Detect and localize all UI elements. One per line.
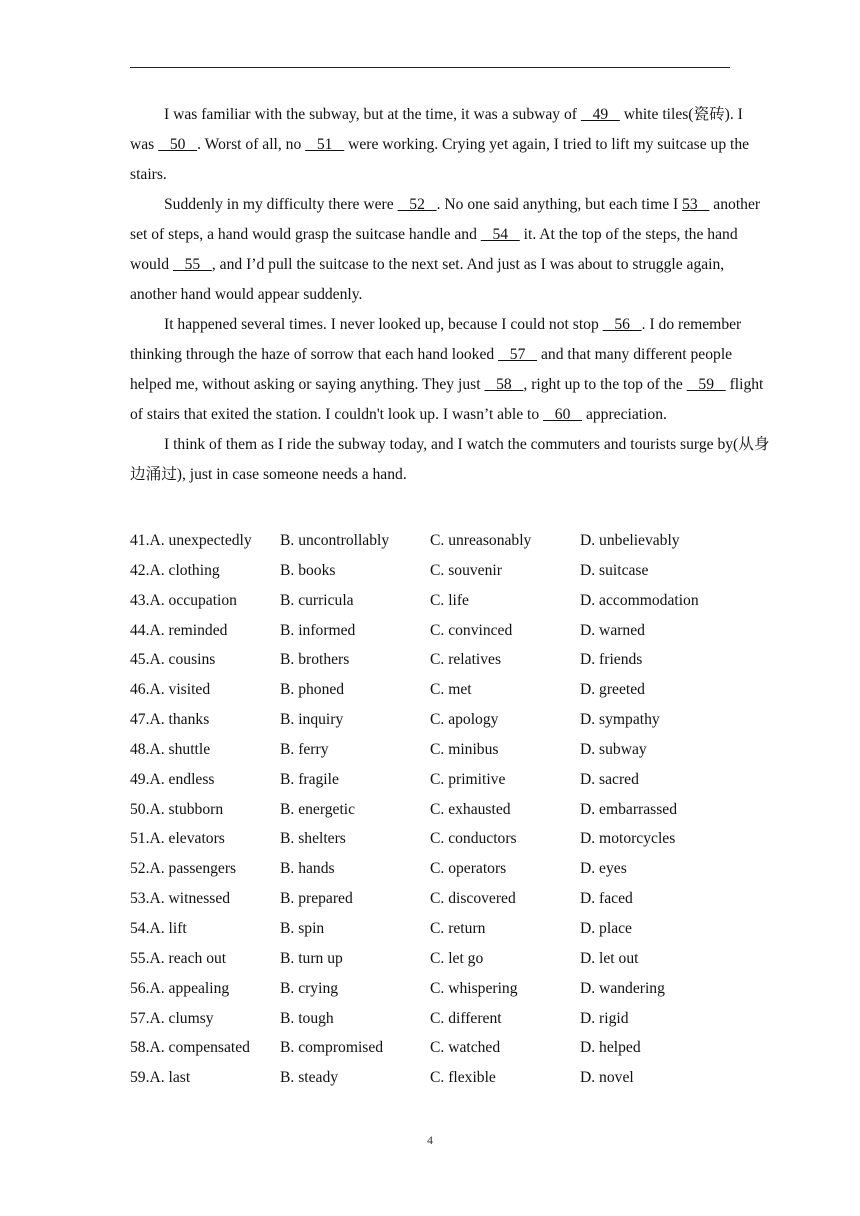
option-c: C. exhausted	[430, 800, 511, 818]
option-d: D. rigid	[580, 1009, 629, 1027]
option-d: D. warned	[580, 621, 645, 639]
option-b: B. turn up	[280, 949, 343, 967]
option-c: C. unreasonably	[430, 532, 532, 549]
option-row-43	[130, 586, 770, 616]
blank-55: 55	[172, 256, 212, 273]
option-b: B. energetic	[280, 800, 356, 818]
option-c: C. minibus	[430, 740, 499, 758]
passage	[130, 100, 770, 490]
option-a: 43.A. occupation	[130, 591, 237, 609]
option-row-58	[130, 1033, 770, 1063]
option-a: 50.A. stubborn	[130, 800, 224, 818]
option-c: C. conductors	[430, 830, 517, 848]
option-row-55	[130, 944, 770, 974]
option-b: B. brothers	[280, 651, 350, 669]
header-rule	[130, 67, 730, 68]
option-b: B. books	[280, 561, 336, 579]
text: , and I’d pull the suitcase to the next set. And just as I was about to struggle again, another hand would appear suddenly.	[130, 256, 725, 303]
option-b: B. uncontrollably	[280, 532, 390, 549]
option-a: 44.A. reminded	[130, 621, 228, 639]
option-row-48	[130, 735, 770, 765]
option-row-41	[130, 526, 770, 556]
text: appreciation.	[582, 406, 667, 423]
blank-57: 57	[498, 346, 538, 363]
option-row-53	[130, 884, 770, 914]
text: . I do remember thinking through the haze of sorrow that each hand looked	[130, 316, 742, 363]
option-c: C. met	[430, 681, 472, 699]
option-a: 42.A. clothing	[130, 561, 220, 579]
text: flight of stairs that exited the station. I couldn't look up. I wasn’t able to	[130, 376, 764, 423]
blank-50: 50	[158, 136, 198, 153]
option-b: B. curricula	[280, 591, 354, 609]
option-a: 48.A. shuttle	[130, 740, 211, 758]
option-row-54	[130, 914, 770, 944]
option-a: 56.A. appealing	[130, 979, 230, 997]
option-a: 45.A. cousins	[130, 651, 216, 669]
option-a: 52.A. passengers	[130, 860, 237, 878]
option-c: C. different	[430, 1009, 502, 1027]
option-row-44	[130, 616, 770, 646]
option-a: 47.A. thanks	[130, 711, 210, 729]
blank-56: 56	[602, 316, 642, 333]
text: , right up to the top of the	[523, 376, 687, 393]
blank-49: 49	[580, 106, 620, 123]
option-c: C. watched	[430, 1039, 501, 1057]
option-b: B. ferry	[280, 740, 329, 758]
option-c: C. primitive	[430, 770, 506, 788]
option-d: D. subway	[580, 740, 647, 758]
option-row-46	[130, 675, 770, 705]
option-d: D. accommodation	[580, 591, 699, 609]
option-d: D. helped	[580, 1039, 641, 1057]
option-a: 58.A. compensated	[130, 1039, 250, 1057]
option-b: B. compromised	[280, 1039, 384, 1057]
option-d: D. let out	[580, 949, 639, 967]
blank-59: 59	[686, 376, 726, 393]
text: I think of them as I ride the subway today, and I watch the commuters and tourists surge by(从身边涌过), just in case someone needs a hand.	[130, 436, 770, 483]
option-row-45	[130, 645, 770, 675]
option-b: B. fragile	[280, 770, 339, 788]
text: Suddenly in my difficulty there were	[164, 196, 398, 213]
paragraph-2	[130, 190, 770, 310]
option-b: B. hands	[280, 860, 335, 878]
option-b: B. informed	[280, 621, 356, 639]
option-d: D. faced	[580, 890, 633, 908]
option-row-42	[130, 556, 770, 586]
option-d: D. wandering	[580, 979, 665, 997]
option-b: B. tough	[280, 1009, 334, 1027]
option-a: 49.A. endless	[130, 770, 215, 788]
option-d: D. sacred	[580, 770, 639, 788]
option-c: C. relatives	[430, 651, 502, 669]
blank-54: 54	[480, 226, 520, 243]
option-row-50	[130, 795, 770, 825]
option-d: D. place	[580, 919, 632, 937]
option-c: C. apology	[430, 711, 499, 729]
text: I was familiar with the subway, but at the time, it was a subway of	[164, 106, 581, 123]
text: It happened several times. I never looked up, because I could not stop	[164, 316, 603, 333]
options-list	[130, 526, 770, 1093]
option-b: B. phoned	[280, 681, 345, 699]
option-a: 55.A. reach out	[130, 949, 227, 967]
option-d: D. friends	[580, 651, 643, 669]
option-row-47	[130, 705, 770, 735]
option-c: C. operators	[430, 860, 507, 878]
option-d: D. greeted	[580, 681, 645, 699]
option-a: 57.A. clumsy	[130, 1009, 214, 1027]
paragraph-1	[130, 100, 770, 190]
option-a: 54.A. lift	[130, 919, 187, 937]
blank-52: 52	[397, 196, 437, 213]
text: and that many different people helped me, without asking or saying anything. They just	[130, 346, 733, 393]
option-b: B. shelters	[280, 830, 346, 848]
option-row-57	[130, 1004, 770, 1034]
option-b: B. prepared	[280, 890, 353, 908]
option-c: C. flexible	[430, 1069, 496, 1087]
option-c: C. whispering	[430, 979, 518, 997]
blank-51: 51	[305, 136, 345, 153]
option-a: 51.A. elevators	[130, 830, 225, 848]
option-row-59	[130, 1063, 770, 1093]
text: another set of steps, a hand would grasp the suitcase handle and	[130, 196, 761, 243]
option-c: C. convinced	[430, 621, 513, 639]
blank-53: 53	[682, 196, 710, 213]
option-b: B. steady	[280, 1069, 339, 1087]
option-d: D. embarrassed	[580, 800, 677, 818]
option-d: D. suitcase	[580, 561, 649, 579]
option-row-56	[130, 974, 770, 1004]
text: . No one said anything, but each time I	[436, 196, 683, 213]
paragraph-4	[130, 430, 770, 490]
option-c: C. return	[430, 919, 486, 937]
option-c: C. let go	[430, 949, 484, 967]
blank-58: 58	[484, 376, 524, 393]
option-row-52	[130, 854, 770, 884]
text: it. At the top of the steps, the hand would	[130, 226, 738, 273]
option-b: B. spin	[280, 919, 325, 937]
page-number: 4	[427, 1133, 433, 1147]
option-a: 46.A. visited	[130, 681, 211, 699]
option-d: D. eyes	[580, 860, 627, 878]
option-d: D. motorcycles	[580, 830, 676, 848]
option-a: 41.A. unexpectedly	[130, 532, 252, 549]
option-a: 59.A. last	[130, 1069, 191, 1087]
text: were working. Crying yet again, I tried to lift my suitcase up the stairs.	[130, 136, 750, 183]
option-c: C. souvenir	[430, 561, 502, 579]
text: white tiles(瓷砖). I was	[130, 106, 743, 153]
option-d: D. sympathy	[580, 711, 660, 729]
option-c: C. life	[430, 591, 469, 609]
paragraph-3	[130, 310, 770, 430]
option-c: C. discovered	[430, 890, 516, 908]
option-d: D. novel	[580, 1069, 634, 1087]
option-b: B. crying	[280, 979, 339, 997]
text: . Worst of all, no	[197, 136, 306, 153]
option-row-49	[130, 765, 770, 795]
option-a: 53.A. witnessed	[130, 890, 231, 908]
option-d: D. unbelievably	[580, 532, 680, 549]
option-row-51	[130, 824, 770, 854]
option-b: B. inquiry	[280, 711, 344, 729]
blank-60: 60	[543, 406, 583, 423]
